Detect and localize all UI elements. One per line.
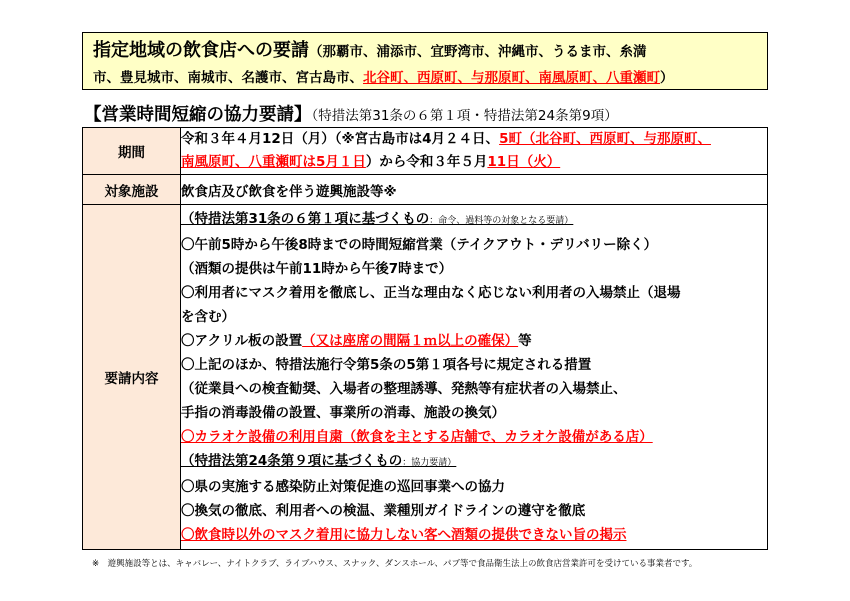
title-line-1	[93, 38, 757, 65]
item-mask-notice: 〇飲食時以外のマスク着用に協力しない客へ酒類の提供できない旨の掲示	[181, 527, 627, 543]
item-acrylic: 〇アクリル板の設置（又は座席の間隔１ｍ以上の確保）等	[181, 333, 532, 349]
section1-header: （特措法第31条の６第１項に基づくもの：命令、過料等の対象となる要請）	[181, 211, 574, 227]
title-areas-1: （那覇市、浦添市、宜野湾市、沖縄市、うるま市、糸満	[309, 44, 647, 60]
item-hours: 〇午前5時から午後8時までの時間短縮営業（テイクアウト・デリバリー除く）	[181, 237, 658, 253]
item-karaoke: 〇カラオケ設備の利用自粛（飲食を主とする店舗で、カラオケ設備がある店）	[181, 429, 653, 445]
section2-header: （特措法第24条第９項に基づくもの：協力要請）	[181, 453, 457, 469]
period-text-2: ）から令和３年５月	[365, 154, 488, 170]
row-request	[83, 205, 768, 550]
period-towns-1: 5町（北谷町、西原町、与那原町、	[499, 131, 711, 147]
content-request	[181, 205, 768, 550]
label-facility: 対象施設	[83, 175, 181, 205]
item-measures-2: 手指の消毒設備の設置、事業所の消毒、施設の換気）	[181, 405, 505, 421]
title-box	[82, 32, 768, 90]
label-period: 期間	[83, 128, 181, 175]
footnote: ※ 遊興施設等とは、キャバレー、ナイトクラブ、ライブハウス、スナック、ダンスホール、パブ等で食品衛生法上の飲食店営業許可を受けている事業者です。	[92, 559, 698, 569]
item-measures-1: （従業員への検査勧奨、入場者の整理誘導、発熱等有症状者の入場禁止、	[181, 381, 627, 397]
title-towns: 北谷町、西原町、与那原町、南風原町、八重瀬町	[363, 70, 660, 86]
title-main: 指定地域の飲食店への要請	[93, 40, 309, 61]
title-close: ）	[660, 70, 674, 86]
title-areas-2: 市、豊見城市、南城市、名護市、宮古島市、	[93, 70, 363, 86]
row-period	[83, 128, 768, 175]
period-towns-2: 南風原町、八重瀬町は5月１日	[181, 154, 366, 170]
item-ordinance: 〇上記のほか、特措法施行令第5条の5第１項各号に規定される措置	[181, 357, 592, 373]
item-mask-2: を含む）	[181, 309, 235, 325]
request-table	[82, 127, 768, 550]
item-mask-1: 〇利用者にマスク着用を徹底し、正当な理由なく応じない利用者の入場禁止（退場	[181, 285, 681, 301]
heading-sub: （特措法第31条の６第１項・特措法第24条第9項）	[311, 108, 618, 124]
content-period	[181, 128, 768, 175]
content-facility: 飲食店及び飲食を伴う遊興施設等※	[181, 175, 768, 205]
row-facility	[83, 175, 768, 205]
heading-main: 【営業時間短縮の協力要請】	[84, 105, 312, 125]
section-heading	[84, 101, 618, 126]
period-end-date: 11日（火）	[487, 154, 561, 170]
title-line-2	[93, 65, 757, 91]
item-ventilation: 〇換気の徹底、利用者への検温、業種別ガイドラインの遵守を徹底	[181, 503, 586, 519]
label-request: 要請内容	[83, 205, 181, 550]
item-patrol: 〇県の実施する感染防止対策促進の巡回事業への協力	[181, 479, 505, 495]
item-alcohol-hours: （酒類の提供は午前11時から午後7時まで）	[181, 261, 453, 277]
period-text-1: 令和３年４月12日（月）（※宮古島市は4月２４日、	[181, 131, 500, 147]
